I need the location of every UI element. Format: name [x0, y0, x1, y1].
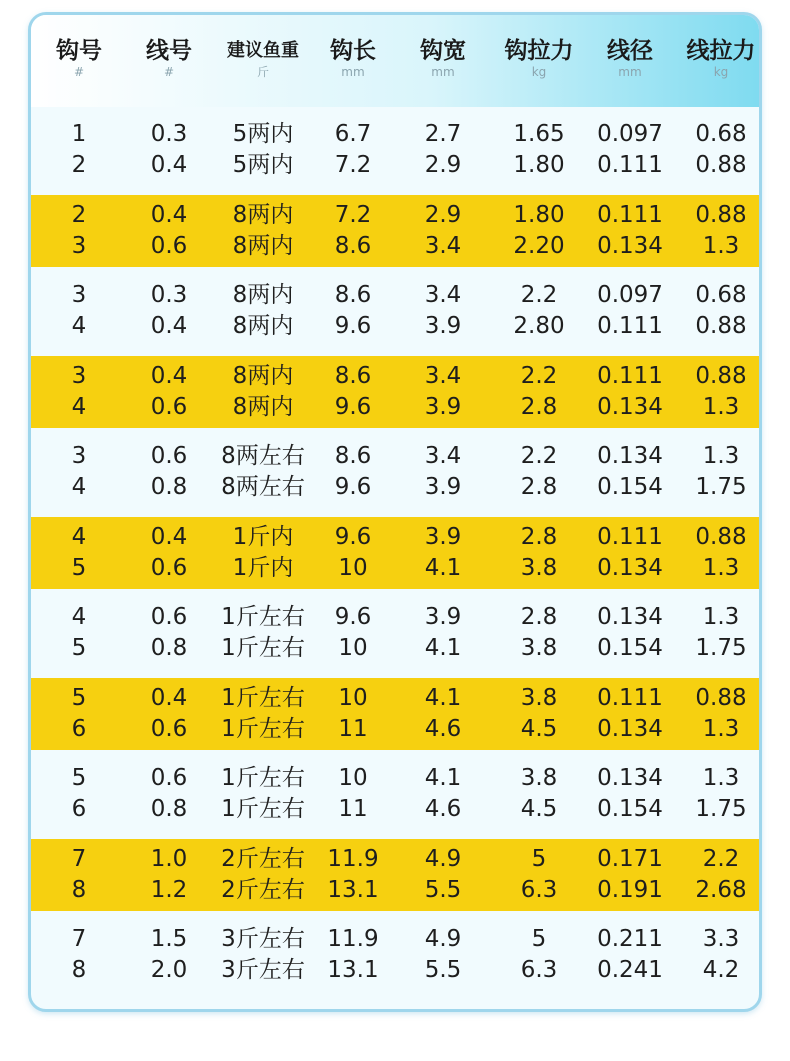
cell-hook-length: 11.9	[327, 845, 379, 872]
spec-table	[28, 12, 762, 1012]
cell-line-strength: 1.75	[695, 796, 747, 822]
cell-hook-no: 2	[71, 152, 87, 178]
cell-line-no: 0.6	[150, 554, 188, 581]
cell-hook-length: 7.2	[334, 201, 372, 228]
cell-hook-width: 4.1	[424, 554, 462, 581]
cell-fish-weight: 1斤左右	[221, 765, 305, 791]
cell-line-strength: 0.68	[695, 121, 747, 147]
highlighted-row-group	[31, 356, 759, 428]
header-line-no	[146, 37, 192, 79]
cell-hook-width: 3.9	[424, 393, 462, 420]
cell-line-diameter: 0.134	[597, 765, 663, 791]
cell-hook-length: 8.6	[334, 362, 372, 389]
header-title: 钩长	[330, 38, 376, 64]
cell-line-no: 1.0	[150, 845, 188, 872]
cell-hook-length: 8.6	[334, 232, 372, 259]
header-unit: #	[73, 65, 85, 79]
cell-line-diameter: 0.111	[597, 313, 663, 339]
cell-line-diameter: 0.111	[597, 152, 663, 178]
cell-hook-length: 13.1	[327, 876, 379, 903]
cell-line-diameter: 0.154	[597, 474, 663, 500]
cell-line-no: 0.6	[150, 715, 188, 742]
cell-hook-strength: 6.3	[520, 876, 558, 903]
cell-hook-width: 4.6	[424, 715, 462, 742]
cell-hook-width: 4.9	[424, 845, 462, 872]
cell-line-no: 0.4	[150, 313, 188, 339]
cell-line-strength: 0.88	[695, 152, 747, 178]
cell-hook-strength: 2.8	[520, 474, 558, 500]
cell-hook-length: 8.6	[334, 443, 372, 469]
cell-line-strength: 1.3	[702, 393, 740, 420]
cell-line-strength: 0.88	[695, 313, 747, 339]
cell-fish-weight: 3斤左右	[221, 926, 305, 952]
cell-fish-weight: 2斤左右	[221, 876, 305, 903]
cell-hook-strength: 2.8	[520, 393, 558, 420]
header-title: 钩宽	[420, 38, 466, 64]
cell-line-no: 0.6	[150, 765, 188, 791]
row-group	[31, 114, 759, 186]
header-line-diameter	[607, 37, 653, 79]
highlighted-row-group	[31, 839, 759, 911]
cell-hook-strength: 3.8	[520, 554, 558, 581]
cell-hook-strength: 3.8	[520, 765, 558, 791]
cell-line-diameter: 0.111	[597, 201, 663, 228]
cell-line-no: 0.8	[150, 796, 188, 822]
cell-hook-length: 6.7	[334, 121, 372, 147]
cell-hook-length: 10	[338, 554, 368, 581]
header-title: 钩拉力	[504, 38, 574, 64]
cell-hook-width: 2.7	[424, 121, 462, 147]
cell-hook-no: 4	[71, 393, 87, 420]
cell-hook-no: 4	[71, 313, 87, 339]
cell-line-no: 0.6	[150, 393, 188, 420]
cell-line-strength: 0.88	[695, 523, 747, 550]
header-hook-length	[330, 37, 376, 79]
header-title: 线拉力	[686, 38, 756, 64]
cell-fish-weight: 8两内	[232, 201, 294, 228]
cell-hook-length: 13.1	[327, 957, 379, 983]
header-unit: kg	[713, 65, 729, 79]
cell-line-no: 0.6	[150, 604, 188, 630]
cell-fish-weight: 2斤左右	[221, 845, 305, 872]
header-unit: mm	[618, 65, 642, 79]
header-hook-width	[420, 37, 466, 79]
cell-line-no: 0.6	[150, 232, 188, 259]
row-group	[31, 758, 759, 830]
cell-hook-no: 8	[71, 957, 87, 983]
cell-hook-length: 9.6	[334, 313, 372, 339]
cell-fish-weight: 1斤左右	[221, 635, 305, 661]
cell-hook-length: 9.6	[334, 474, 372, 500]
cell-line-strength: 3.3	[702, 926, 740, 952]
cell-fish-weight: 5两内	[232, 152, 294, 178]
cell-hook-no: 3	[71, 443, 87, 469]
cell-line-no: 0.4	[150, 523, 188, 550]
cell-hook-no: 6	[71, 715, 87, 742]
cell-hook-no: 4	[71, 604, 87, 630]
header-fish-weight	[227, 37, 299, 79]
cell-line-diameter: 0.111	[597, 362, 663, 389]
cell-hook-strength: 4.5	[520, 715, 558, 742]
cell-line-no: 1.5	[150, 926, 188, 952]
cell-hook-length: 7.2	[334, 152, 372, 178]
cell-line-strength: 0.88	[695, 201, 747, 228]
cell-line-diameter: 0.097	[597, 282, 663, 308]
cell-hook-no: 3	[71, 282, 87, 308]
header-title: 线径	[607, 38, 653, 64]
cell-line-diameter: 0.211	[597, 926, 663, 952]
cell-line-strength: 1.3	[702, 765, 740, 791]
cell-hook-no: 4	[71, 523, 87, 550]
cell-fish-weight: 1斤左右	[221, 684, 305, 711]
cell-line-diameter: 0.154	[597, 635, 663, 661]
cell-line-diameter: 0.134	[597, 604, 663, 630]
cell-hook-width: 4.6	[424, 796, 462, 822]
cell-hook-no: 6	[71, 796, 87, 822]
cell-hook-width: 3.9	[424, 313, 462, 339]
cell-line-strength: 1.75	[695, 635, 747, 661]
cell-hook-length: 9.6	[334, 393, 372, 420]
cell-hook-width: 2.9	[424, 201, 462, 228]
cell-hook-length: 10	[338, 635, 368, 661]
cell-hook-strength: 2.8	[520, 604, 558, 630]
cell-hook-no: 7	[71, 845, 87, 872]
cell-fish-weight: 8两内	[232, 232, 294, 259]
cell-hook-length: 8.6	[334, 282, 372, 308]
cell-hook-width: 4.1	[424, 765, 462, 791]
cell-line-strength: 2.2	[702, 845, 740, 872]
cell-line-no: 0.8	[150, 635, 188, 661]
cell-fish-weight: 8两左右	[221, 474, 305, 500]
header-unit: 斤	[256, 65, 269, 79]
cell-hook-width: 4.9	[424, 926, 462, 952]
cell-hook-no: 5	[71, 684, 87, 711]
cell-line-diameter: 0.134	[597, 554, 663, 581]
cell-hook-width: 3.4	[424, 443, 462, 469]
cell-fish-weight: 1斤内	[232, 554, 294, 581]
cell-line-strength: 1.3	[702, 443, 740, 469]
cell-hook-strength: 1.80	[513, 201, 565, 228]
cell-hook-width: 4.1	[424, 684, 462, 711]
cell-line-no: 0.3	[150, 282, 188, 308]
cell-hook-strength: 2.2	[520, 362, 558, 389]
cell-hook-width: 3.4	[424, 232, 462, 259]
cell-fish-weight: 3斤左右	[221, 957, 305, 983]
cell-hook-length: 10	[338, 765, 368, 791]
cell-hook-strength: 4.5	[520, 796, 558, 822]
header-unit: mm	[341, 65, 365, 79]
cell-hook-strength: 2.2	[520, 282, 558, 308]
cell-hook-length: 11	[338, 796, 368, 822]
cell-line-no: 0.4	[150, 152, 188, 178]
cell-line-diameter: 0.134	[597, 393, 663, 420]
cell-line-no: 2.0	[150, 957, 188, 983]
cell-hook-no: 7	[71, 926, 87, 952]
cell-fish-weight: 8两内	[232, 362, 294, 389]
header-unit: mm	[431, 65, 455, 79]
cell-hook-strength: 2.8	[520, 523, 558, 550]
cell-hook-no: 8	[71, 876, 87, 903]
cell-line-strength: 1.3	[702, 604, 740, 630]
cell-hook-no: 1	[71, 121, 87, 147]
cell-line-no: 0.8	[150, 474, 188, 500]
cell-line-strength: 2.68	[695, 876, 747, 903]
cell-hook-width: 3.9	[424, 523, 462, 550]
cell-line-diameter: 0.134	[597, 443, 663, 469]
highlighted-row-group	[31, 517, 759, 589]
header-title: 钩号	[56, 38, 102, 64]
cell-fish-weight: 8两内	[232, 282, 294, 308]
cell-line-no: 1.2	[150, 876, 188, 903]
cell-hook-strength: 1.80	[513, 152, 565, 178]
cell-hook-width: 5.5	[424, 957, 462, 983]
cell-line-strength: 1.3	[702, 232, 740, 259]
cell-line-no: 0.4	[150, 362, 188, 389]
cell-line-no: 0.6	[150, 443, 188, 469]
cell-line-no: 0.3	[150, 121, 188, 147]
header-title: 线号	[146, 38, 192, 64]
cell-hook-no: 5	[71, 554, 87, 581]
cell-hook-no: 5	[71, 765, 87, 791]
cell-fish-weight: 1斤左右	[221, 604, 305, 630]
cell-hook-length: 11.9	[327, 926, 379, 952]
row-group	[31, 436, 759, 508]
cell-hook-strength: 5	[531, 845, 547, 872]
header-title: 建议鱼重	[227, 40, 299, 61]
cell-line-diameter: 0.171	[597, 845, 663, 872]
row-group	[31, 275, 759, 347]
cell-line-diameter: 0.134	[597, 232, 663, 259]
header-hook-strength	[505, 37, 574, 79]
cell-line-diameter: 0.111	[597, 523, 663, 550]
cell-fish-weight: 5两内	[232, 121, 294, 147]
cell-hook-strength: 6.3	[520, 957, 558, 983]
cell-hook-width: 2.9	[424, 152, 462, 178]
cell-fish-weight: 1斤左右	[221, 715, 305, 742]
cell-hook-length: 9.6	[334, 523, 372, 550]
header-unit: #	[163, 65, 175, 79]
cell-fish-weight: 1斤左右	[221, 796, 305, 822]
cell-hook-length: 9.6	[334, 604, 372, 630]
cell-line-strength: 1.75	[695, 474, 747, 500]
cell-hook-width: 3.9	[424, 474, 462, 500]
cell-line-diameter: 0.097	[597, 121, 663, 147]
cell-hook-no: 3	[71, 362, 87, 389]
cell-line-strength: 0.88	[695, 684, 747, 711]
header-unit: kg	[531, 65, 547, 79]
row-group	[31, 919, 759, 991]
cell-hook-width: 3.9	[424, 604, 462, 630]
cell-hook-no: 2	[71, 201, 87, 228]
cell-hook-width: 4.1	[424, 635, 462, 661]
cell-line-strength: 4.2	[702, 957, 740, 983]
header-hook-no	[56, 37, 102, 79]
cell-hook-width: 3.4	[424, 362, 462, 389]
cell-line-diameter: 0.134	[597, 715, 663, 742]
row-group	[31, 597, 759, 669]
cell-hook-no: 4	[71, 474, 87, 500]
cell-hook-strength: 3.8	[520, 635, 558, 661]
cell-hook-length: 11	[338, 715, 368, 742]
cell-hook-strength: 1.65	[513, 121, 565, 147]
cell-line-no: 0.4	[150, 684, 188, 711]
highlighted-row-group	[31, 678, 759, 750]
cell-hook-strength: 5	[531, 926, 547, 952]
cell-line-diameter: 0.111	[597, 684, 663, 711]
cell-fish-weight: 1斤内	[232, 523, 294, 550]
cell-hook-strength: 2.2	[520, 443, 558, 469]
cell-fish-weight: 8两左右	[221, 443, 305, 469]
cell-fish-weight: 8两内	[232, 313, 294, 339]
cell-line-strength: 0.88	[695, 362, 747, 389]
cell-fish-weight: 8两内	[232, 393, 294, 420]
cell-line-strength: 1.3	[702, 715, 740, 742]
highlighted-row-group	[31, 195, 759, 267]
cell-hook-no: 3	[71, 232, 87, 259]
cell-line-strength: 1.3	[702, 554, 740, 581]
cell-hook-no: 5	[71, 635, 87, 661]
cell-hook-length: 10	[338, 684, 368, 711]
cell-hook-width: 3.4	[424, 282, 462, 308]
cell-hook-width: 5.5	[424, 876, 462, 903]
cell-line-no: 0.4	[150, 201, 188, 228]
cell-hook-strength: 3.8	[520, 684, 558, 711]
header-line-strength	[687, 37, 756, 79]
cell-line-diameter: 0.241	[597, 957, 663, 983]
cell-line-diameter: 0.154	[597, 796, 663, 822]
table-header	[31, 15, 759, 107]
cell-line-diameter: 0.191	[597, 876, 663, 903]
cell-hook-strength: 2.20	[513, 232, 565, 259]
cell-line-strength: 0.68	[695, 282, 747, 308]
cell-hook-strength: 2.80	[513, 313, 565, 339]
